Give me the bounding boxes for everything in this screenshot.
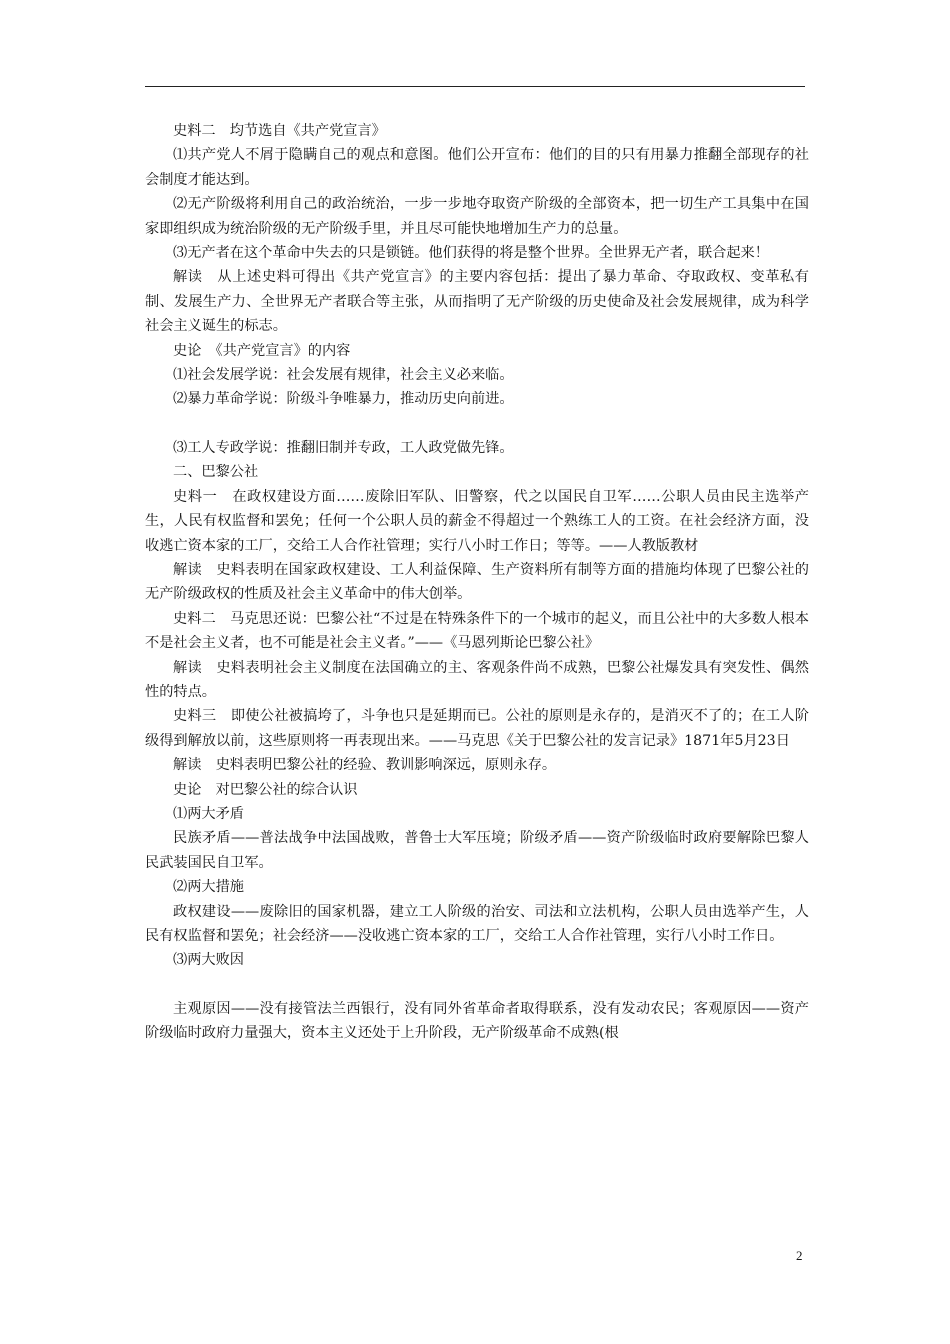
paragraph: 解读 从上述史料可得出《共产党宣言》的主要内容包括：提出了暴力革命、夺取政权、变革私有制、发展生产力、全世界无产者联合等主张，从而指明了无产阶级的历史使命及社会发展规律，成为科学社会主义诞生的标志。 bbox=[145, 269, 809, 335]
paragraph: 民族矛盾——普法战争中法国战败，普鲁士大军压境；阶级矛盾——资产阶级临时政府要解除巴黎人民武装国民自卫军。 bbox=[145, 830, 809, 871]
paragraph: 史料三 即使公社被搞垮了，斗争也只是延期而已。公社的原则是永存的，是消灭不了的；在工人阶级得到解放以前，这些原则将一再表现出来。——马克思《关于巴黎公社的发言记录》1871年5月23日 bbox=[145, 708, 809, 749]
paragraph: ⑶两大败因 bbox=[173, 952, 244, 969]
paragraph: 政权建设——废除旧的国家机器，建立工人阶级的治安、司法和立法机构，公职人员由选举产生，人民有权监督和罢免；社会经济——没收逃亡资本家的工厂，交给工人合作社管理，实行八小时工作日。 bbox=[145, 903, 809, 944]
paragraph: 解读 史料表明巴黎公社的经验、教训影响深远，原则永存。 bbox=[173, 757, 557, 774]
section-heading: 二、巴黎公社 bbox=[173, 464, 259, 481]
paragraph: ⑴社会发展学说：社会发展有规律，社会主义必来临。 bbox=[173, 367, 514, 384]
paragraph: 主观原因——没有接管法兰西银行，没有同外省革命者取得联系，没有发动农民；客观原因——资产阶级临时政府力量强大，资本主义还处于上升阶段，无产阶级革命不成熟(根 bbox=[145, 1000, 809, 1042]
paragraph: ⑴两大矛盾 bbox=[173, 805, 244, 822]
paragraph: ⑵两大措施 bbox=[173, 879, 244, 896]
paragraph: ⑶无产者在这个革命中失去的只是锁链。他们获得的将是整个世界。全世界无产者，联合起来！ bbox=[173, 245, 769, 262]
paragraph: ⑵暴力革命学说：阶级斗争唯暴力，推动历史向前进。 bbox=[173, 391, 514, 408]
header-rule bbox=[145, 86, 805, 87]
blank-line bbox=[145, 412, 809, 436]
paragraph: ⑴共产党人不屑于隐瞒自己的观点和意图。他们公开宣布：他们的目的只有用暴力推翻全部现存的社会制度才能达到。 bbox=[145, 147, 809, 188]
paragraph: 史料一 在政权建设方面……废除旧军队、旧警察，代之以国民自卫军……公职人员由民主选举产生，人民有权监督和罢免；任何一个公职人员的薪金不得超过一个熟练工人的工资。在社会经济方面，没收逃亡资本家的工厂，交给工人合作社管理；实行八小时工作日；等等。——人教版教材 bbox=[145, 488, 809, 554]
blank-line bbox=[145, 973, 809, 997]
paragraph: 史料二 马克思还说：巴黎公社“不过是在特殊条件下的一个城市的起义，而且公社中的大多数人根本不是社会主义者，也不可能是社会主义者。”——《马恩列斯论巴黎公社》 bbox=[145, 610, 809, 652]
paragraph: ⑶工人专政学说：推翻旧制并专政，工人政党做先锋。 bbox=[173, 439, 514, 456]
page-number: 2 bbox=[796, 1248, 803, 1263]
paragraph: 史论 对巴黎公社的综合认识 bbox=[173, 781, 358, 798]
paragraph: ⑵无产阶级将利用自己的政治统治，一步一步地夺取资产阶级的全部资本，把一切生产工具集中在国家即组织成为统治阶级的无产阶级手里，并且尽可能快地增加生产力的总量。 bbox=[145, 196, 809, 237]
paragraph: 解读 史料表明社会主义制度在法国确立的主、客观条件尚不成熟，巴黎公社爆发具有突发性、偶然性的特点。 bbox=[145, 659, 809, 700]
paragraph: 解读 史料表明在国家政权建设、工人利益保障、生产资料所有制等方面的措施均体现了巴黎公社的无产阶级政权的性质及社会主义革命中的伟大创举。 bbox=[145, 561, 809, 603]
page-body bbox=[145, 119, 809, 1046]
paragraph: 史料二 均节选自《共产党宣言》 bbox=[173, 123, 386, 139]
paragraph: 史论 《共产党宣言》的内容 bbox=[173, 342, 351, 359]
